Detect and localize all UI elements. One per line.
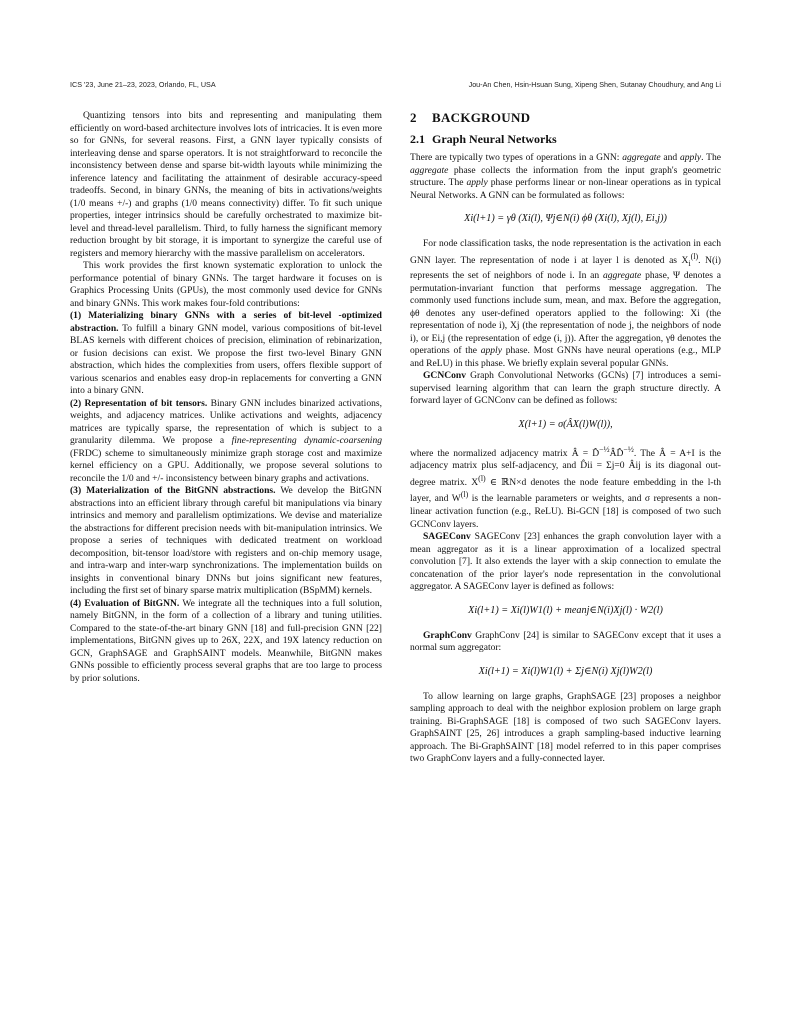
paragraph-gnn-ops <box>410 152 721 202</box>
paragraph-gcnconv <box>410 370 721 408</box>
contribution-2-title: (2) Representation of bit tensors. <box>70 397 208 409</box>
sageconv-title: SAGEConv <box>423 531 471 543</box>
graphconv-text: GraphConv [24] is similar to SAGEConv except that it uses a normal sum aggregator: <box>410 629 721 654</box>
text-p1c: . The <box>701 152 722 163</box>
term-apply-2: apply <box>466 177 488 188</box>
section-heading <box>410 110 721 126</box>
contribution-2-text-a: Binary GNN includes binarized activations, weights, and adjacency matrices. Unlike activations and weights, adjacency matrices are typically sparse, the representation of which is subject to a granularity dilemma. We propose a <box>70 397 382 446</box>
graphconv-title: GraphConv <box>423 629 472 641</box>
gcn-where-a: where the normalized adjacency matrix Â = D̂ <box>410 447 600 459</box>
paragraph-graphconv <box>410 630 721 655</box>
paragraph-gcn-where: where the normalized adjacency matrix Â = D̂$^{-\frac{1}{2}}$ÂD̂$^{-\frac{1}{2}}$. The Â = A+I is the adjacency matrix plus self-adjacency, and D̂ii = Σj=0 Âij is its diagonal out-degree matrix. $X^{(l)}$ ∈ ℝN×d denotes the node feature embedding in the l-th layer, and $W^{(l)}$ is the learnable parameters or weights, and σ represents a non-linear activation function (e.g., ReLU). Bi-GCN [18] is composed of two such GCNConv layers. <box>410 444 722 530</box>
term-aggregate-2: aggregate <box>410 164 449 176</box>
gcn-where-d: ∈ ℝN×d denotes the node feature embedding in the l-th layer, and W <box>410 476 721 505</box>
text-p2b: . N(i) represents the set of neighbors of node i. In an <box>410 254 721 282</box>
section-number: 2 <box>410 110 417 125</box>
contribution-1-title: (1) Materializing binary GNNs with a series of bit-level -optimized abstraction. <box>70 310 382 334</box>
contribution-2-text-b: (FRDC) scheme to simultaneously minimize graph storage cost and maximize kernel efficiency on a GPU. Additionally, we propose several solutions to reconcile the 1/0 and +/- inconsistency between binary graphs and activations. <box>70 447 382 484</box>
paragraph-contributions: This work provides the first known systematic exploration to unlock the performance potential of binary GNNs. The target hardware it focuses on is Graphics Processing Units (GPUs), the most commonly used device for GNNs and binary GNNs. This work makes four-fold contributions: <box>70 260 382 309</box>
contribution-1-text: To fulfill a binary GNN model, various compositions of bit-level BLAS kernels with different choices of precision, elimination of rebinarization, or fusion decisions can exist. We propose the first two-level Binary GNN abstraction, which hides the complexities from users, offers flexible support of various scenarios and enables easy drop-in replacements for converting a GNN into a binary GNN. <box>70 322 382 396</box>
contribution-4-title: (4) Evaluation of BitGNN. <box>70 597 180 609</box>
contribution-2-italic: fine-representing dynamic-coarsening <box>231 435 382 446</box>
gcnconv-text: Graph Convolutional Networks (GCNs) [7] introduces a semi-supervised learning algorithm that can learn the graph structure directly. A forward layer of GCNConv can be defined as follows: <box>410 370 721 407</box>
text-p2: For node classification tasks, the node representation is the activation in each GNN layer. The representation of node i at layer l is denoted as X <box>410 238 721 266</box>
term-apply-3: apply <box>480 345 502 357</box>
paragraph-large-graphs: To allow learning on large graphs, GraphSAGE [23] proposes a neighbor sampling approach to deal with the neighbor explosion problem on large graph training. Bi-GraphSAGE [18] is composed of two such SAGEConv layers. GraphSAINT [25, 26] introduces a graph sampling-based inductive learning approach. The Bi-GraphSAINT [18] model referred to in this paper comprises two GraphConv layers and a fully-connected layer. <box>410 690 721 765</box>
left-column <box>70 110 382 685</box>
term-aggregate: aggregate <box>622 152 661 163</box>
equation-sage: Xi(l+1) = Xi(l)W1(l) + meanj∈N(i)Xj(l) · W2(l) <box>468 604 663 616</box>
sageconv-text: SAGEConv [23] enhances the graph convolution layer with a mean aggregator as it is a linear approximation of a localized spectral convolution [7]. It also extends the layer with a skip connection to emulate the concatenation of the prior layer's node representation in the convolutional aggregator. A SAGEConv layer is defined as follows: <box>410 531 721 593</box>
text-p2c: phase, Ψ denotes a permutation-invariant function that performs message aggregation. The commonly used functions include sum, mean, and max. Before the aggregation, ϕθ denotes any user-defined operators applied to the following: Xi (the representation of node i), Xj (the representation of node j, the neighbors of node i), or Ei,j (the representation of edge (i, j)). After the aggregation, γθ denotes the operations of the <box>410 270 722 357</box>
running-header-left: ICS '23, June 21–23, 2023, Orlando, FL, USA <box>70 80 216 89</box>
text-p1b: and <box>660 152 680 163</box>
text-p1d: phase collects the information from the input graph's geometric structure. The <box>410 164 721 188</box>
text-p1e: phase performs linear or non-linear operations as in typical Neural Networks. A GNN can be formulated as follows: <box>410 177 721 201</box>
term-aggregate-3: aggregate <box>602 270 642 282</box>
text-p2d: phase. Most GNNs have neural operations (e.g., MLP and ReLU) in this phase. We briefly explain several popular GNNs. <box>410 345 721 369</box>
gcn-where-e: is the learnable parameters or weights, and σ represents a non-linear activation function (e.g., ReLU). Bi-GCN [18] is composed of two such GCNConv layers. <box>410 493 722 530</box>
contribution-4 <box>70 598 382 686</box>
gcn-where-c: . The Â = A+I is the adjacency matrix plus self-adjacency, and D̂ii = Σj=0 Âij is its diagonal out-degree matrix. X <box>410 447 721 488</box>
text-p1a: There are typically two types of operations in a GNN: <box>410 152 623 163</box>
contribution-3 <box>70 485 382 598</box>
equation-graph: Xi(l+1) = Xi(l)W1(l) + Σj∈N(i) Xj(l)W2(l) <box>478 665 653 677</box>
equation-gcn: X(l+1) = σ(ÂX(l)W(l)), <box>518 418 613 430</box>
paragraph-sageconv <box>410 531 721 594</box>
term-apply: apply <box>679 152 702 163</box>
subsection-title: Graph Neural Networks <box>432 132 557 146</box>
contribution-1 <box>70 310 382 398</box>
contribution-3-title: (3) Materialization of the BitGNN abstractions. <box>70 485 276 496</box>
subsection-heading <box>410 131 721 147</box>
contribution-4-text: We integrate all the techniques into a full solution, namely BitGNN, in the form of a collection of a library and tuning utilities. Compared to the state-of-the-art binary GNN [18] and full-precision GNN [22] implementations, BitGNN gives up to 26X, 22X, and 19X latency reduction on GCN, GraphSAGE and GraphSAINT models. Meanwhile, BitGNN makes GNNs possible to efficiently process several graphs that are too large to process by prior solutions. <box>70 597 382 684</box>
right-column <box>410 110 721 766</box>
paragraph-intro: Quantizing tensors into bits and representing and manipulating them efficiently on word-based architecture involves lots of intricacies. It is even more so for GNNs, for several reasons. First, a GNN layer typically consists of interleaving dense and sparse operators. It is not straightforward to reconcile the inconsistency between dense and sparse bit-width layouts while minimizing the inference latency and facilitating the attainment of desirable accuracy-speed tradeoffs. Second, in binary GNNs, the meaning of bits in activations/weights (1/0 means +/-) and graphs (1/0 means connectivity) differ. To fit such unique properties, integer intrinsics should be carefully orchestrated to maximize bit-level and thread-level parallelism. Third, to fully harness the significant memory reduction brought by bit storage, it is important to synergize the careful use of registers and memory hierarchy with the massive parallelism on accelerators. <box>70 110 382 259</box>
section-title: BACKGROUND <box>432 110 531 125</box>
running-header-right: Jou-An Chen, Hsin-Hsuan Sung, Xipeng Shen, Sutanay Choudhury, and Ang Li <box>468 80 721 89</box>
paragraph-node-classification: For node classification tasks, the node representation is the activation in each GNN layer. The representation of node i at layer l is denoted as $X_i^{(l)}$. N(i) represents the set of neighbors of node i. In an aggregate phase, Ψ denotes a permutation-invariant function that performs message aggregation. The commonly used functions include sum, mean, and max. Before the aggregation, ϕθ denotes any user-defined operators applied to the following: Xi (the representation of node i), Xj (the representation of node j, the neighbors of node i), or Ei,j (the representation of edge (i, j)). After the aggregation, γθ denotes the operations of the apply phase. Most GNNs have neural operations (e.g., MLP and ReLU) in this phase. We briefly explain several popular GNNs. <box>410 238 722 369</box>
gcn-where-b: ÂD̂ <box>609 447 624 459</box>
equation-gnn: Xi(l+1) = γθ (Xi(l), Ψj∈N(i) ϕθ (Xi(l), Xj(l), Ei,j)) <box>464 213 667 224</box>
subsection-number: 2.1 <box>410 132 425 146</box>
contribution-2 <box>70 398 382 486</box>
gcnconv-title: GCNConv <box>423 370 466 382</box>
contribution-3-text: We develop the BitGNN abstractions into an efficient library through careful bit manipulations via binary intrinsics and memory and parallelism optimizations. We devise and materialize the abstractions for different precision needs with bit-manipulation intrinsics. We propose a series of techniques with dedicated treatment on workload decomposition, bit-tensor load/store with registers and on-chip memory usage, and intra-warp and inter-warp synchronizations. The implementation builds on insights in conventional binary DNNs but joins significant new features, including the first set of binary sparse matrix multiplication (BSpMM) kernels. <box>70 485 382 596</box>
